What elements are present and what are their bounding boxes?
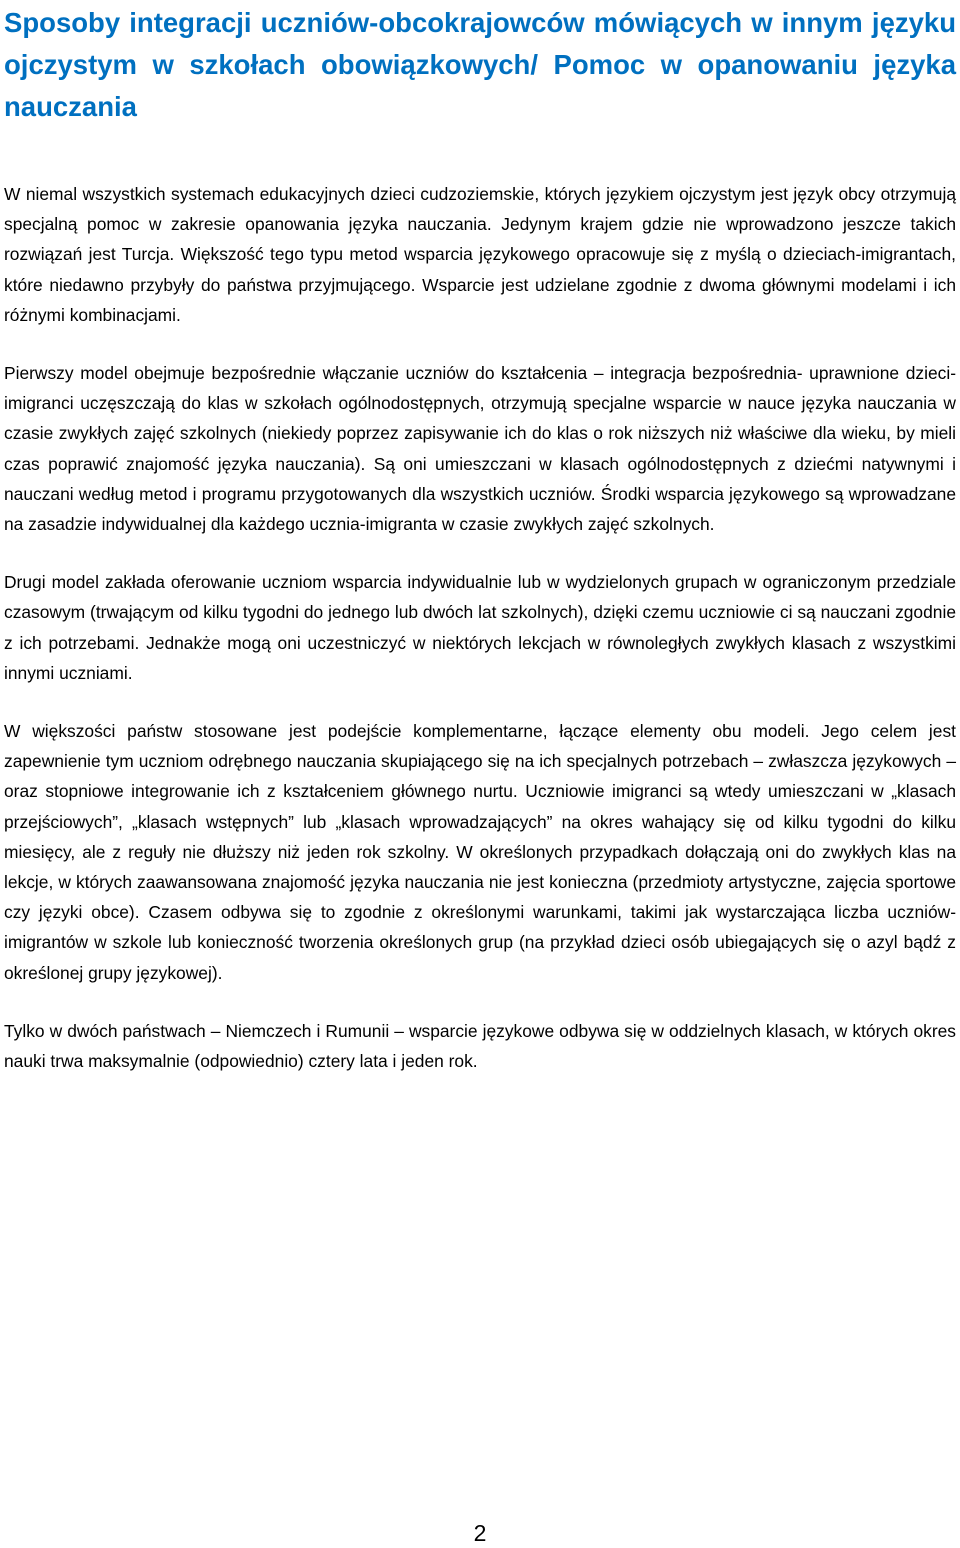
document-page: [4, 0, 956, 1076]
paragraph-second-model: Drugi model zakłada oferowanie uczniom wsparcia indywidualnie lub w wydzielonych grupach w ograniczonym przedziale czasowym (trwającym od kilku tygodni do jednego lub dwóch lat szkolnych), dzięki czemu uczniowie ci są nauczani zgodnie z ich potrzebami. Jednakże mogą oni uczestniczyć w niektórych lekcjach w równoległych zwykłych klasach z wszystkimi innymi uczniami.: [4, 572, 956, 683]
paragraph-separate-classes: Tylko w dwóch państwach – Niemczech i Rumunii – wsparcie językowe odbywa się w oddzielnych klasach, w których okres nauki trwa maksymalnie (odpowiednio) cztery lata i jeden rok.: [4, 1020, 956, 1072]
page-number: 2: [473, 1520, 487, 1546]
document-title: Sposoby integracji uczniów-obcokrajowców mówiących w innym języku ojczystym w szkołach obowiązkowych/ Pomoc w opanowaniu języka nauczania: [4, 7, 956, 122]
paragraph-first-model: Pierwszy model obejmuje bezpośrednie włączanie uczniów do kształcenia – integracja bezpośrednia- uprawnione dzieci-imigranci uczęszczają do klas w szkołach ogólnodostępnych, otrzymują specjalne wsparcie w nauce języka nauczania w czasie zwykłych zajęć szkolnych (niekiedy poprzez zapisywanie ich do klas o rok niższych niż właściwe dla wieku, by mieli czas poprawić znajomość języka nauczania). Są oni umieszczani w klasach ogólnodostępnych z dziećmi natywnymi i nauczani według metod i programu przygotowanych dla wszystkich uczniów. Środki wsparcia językowego są wprowadzane na zasadzie indywidualnej dla każdego ucznia-imigranta w czasie zwykłych zajęć szkolnych.: [4, 363, 956, 535]
paragraph-complementary-approach: W większości państw stosowane jest podejście komplementarne, łączące elementy obu modeli. Jego celem jest zapewnienie tym uczniom odrębnego nauczania skupiającego się na ich specjalnych potrzebach – zwłaszcza językowych – oraz stopniowe integrowanie ich z kształceniem głównego nurtu. Uczniowie imigranci są wtedy umieszczani w „klasach przejściowych”, „klasach wstępnych” lub „klasach wprowadzających” na okres wahający się od kilku tygodni do kilku miesięcy, ale z reguły nie dłuższy niż jeden rok szkolny. W określonych przypadkach dołączają oni do zwykłych klas na lekcje, w których zaawansowana znajomość języka nauczania nie jest konieczna (przedmioty artystyczne, zajęcia sportowe czy języki obce). Czasem odbywa się to zgodnie z określonymi warunkami, takimi jak wystarczająca liczba uczniów-imigrantów w szkole lub konieczność tworzenia określonych grup (na przykład dzieci osób ubiegających się o azyl bądź z określonej grupy językowej).: [4, 721, 956, 983]
paragraph-intro: W niemal wszystkich systemach edukacyjnych dzieci cudzoziemskie, których językiem ojczystym jest język obcy otrzymują specjalną pomoc w zakresie opanowania języka nauczania. Jedynym krajem gdzie nie wprowadzono jeszcze takich rozwiązań jest Turcja. Większość tego typu metod wsparcia językowego opracowuje się z myślą o dzieciach-imigrantach, które niedawno przybyły do państwa przyjmującego. Wsparcie jest udzielane zgodnie z dwoma głównymi modelami i ich różnymi kombinacjami.: [4, 184, 956, 325]
